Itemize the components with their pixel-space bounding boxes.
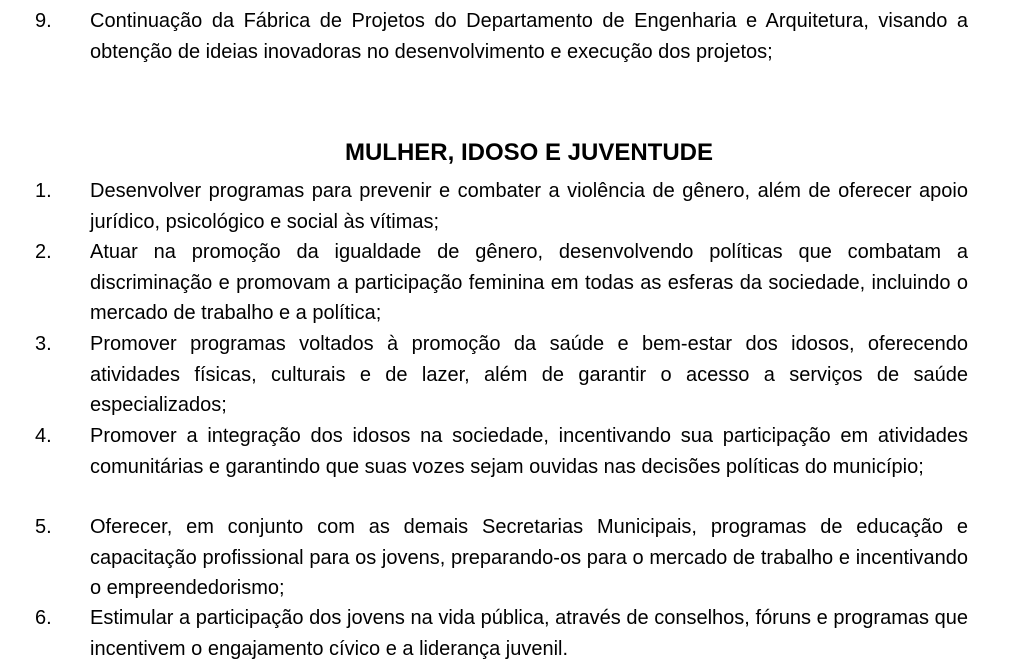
list-item-text: Oferecer, em conjunto com as demais Secretarias Municipais, programas de educação e capacitação profissional para os jovens, preparando-os para o mercado de trabalho e incentivando o empreendedorismo; [90, 516, 968, 599]
section-heading: MULHER, IDOSO E JUVENTUDE [344, 139, 714, 166]
list-item-number: 9. [35, 10, 52, 32]
list-item-number: 1. [35, 180, 52, 202]
list-item-text: Promover programas voltados à promoção da saúde e bem-estar dos idosos, oferecendo atividades físicas, culturais e de lazer, além de garantir o acesso a serviços de saúde especializados; [90, 333, 968, 416]
list-item-number: 3. [35, 333, 52, 355]
list-item-number: 5. [35, 516, 52, 538]
list-item-text: Estimular a participação dos jovens na vida pública, através de conselhos, fóruns e programas que incentivem o engajamento cívico e a liderança juvenil. [90, 607, 968, 660]
list-item-text: Continuação da Fábrica de Projetos do Departamento de Engenharia e Arquitetura, visando a obtenção de ideias inovadoras no desenvolvimento e execução dos projetos; [90, 10, 968, 63]
list-item-number: 6. [35, 607, 52, 629]
list-item-text: Atuar na promoção da igualdade de gênero, desenvolvendo políticas que combatam a discriminação e promovam a participação feminina em todas as esferas da sociedade, incluindo o mercado de trabalho e a política; [90, 241, 968, 324]
list-item-text: Promover a integração dos idosos na sociedade, incentivando sua participação em atividades comunitárias e garantindo que suas vozes sejam ouvidas nas decisões políticas do município; [90, 425, 968, 478]
list-item-number: 2. [35, 241, 52, 263]
list-item-number: 4. [35, 425, 52, 447]
list-item-text: Desenvolver programas para prevenir e combater a violência de gênero, além de oferecer apoio jurídico, psicológico e social às vítimas; [90, 180, 968, 233]
